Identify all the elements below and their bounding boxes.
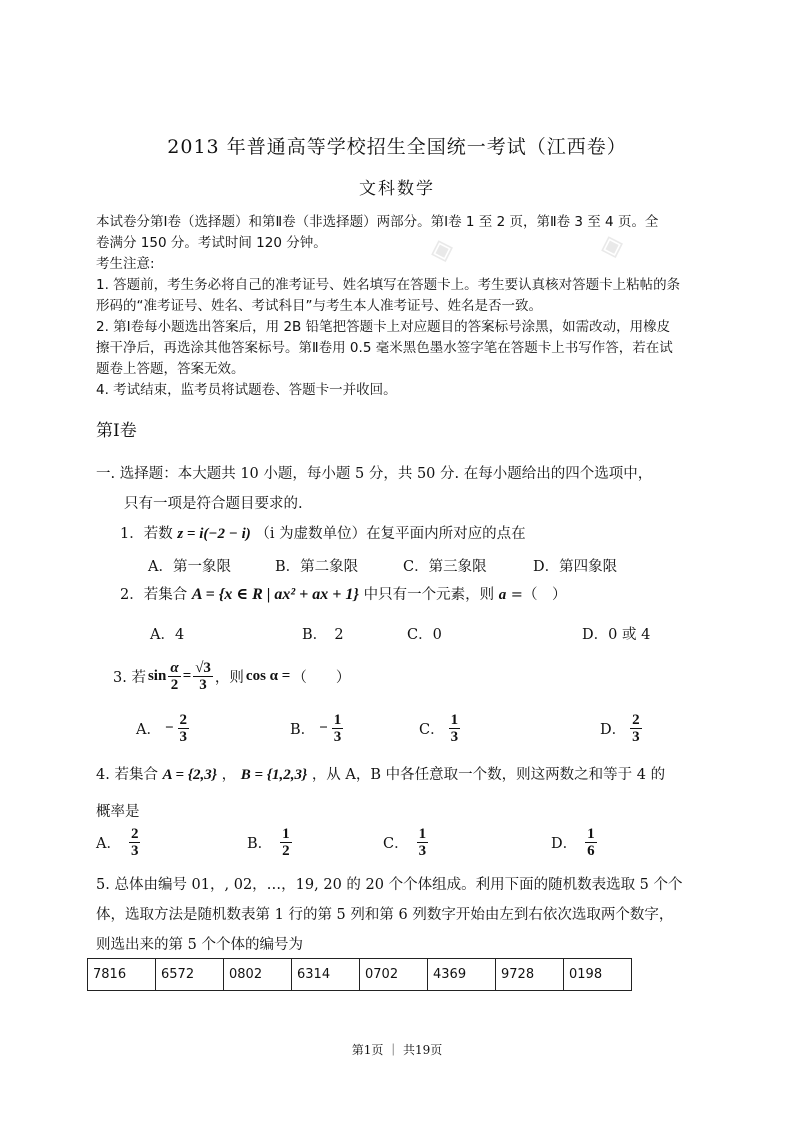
watermark: ◈: [595, 225, 628, 266]
q3-prefix: 3. 若: [113, 670, 146, 686]
q2-option-a: A．4: [150, 627, 185, 643]
q1-option-b: B．第二象限: [275, 559, 359, 575]
q4-suffix: ，从 A，B 中各任意取一个数，则这两数之和等于 4 的: [311, 767, 666, 783]
fraction-num: 1: [418, 826, 427, 842]
notice-item1-line2: 形码的“准考证号、姓名、考试科目”与考生本人准考证号、姓名是否一致。: [96, 298, 542, 314]
q2-tail: =（ ）: [510, 587, 567, 603]
question-3: [113, 660, 350, 693]
q3-option-label: D．: [600, 722, 627, 738]
table-cell: 0702: [360, 959, 428, 991]
table-cell: 9728: [496, 959, 564, 991]
q3-rhs-num: √3: [195, 660, 211, 676]
fraction-den: 2: [282, 843, 290, 859]
q4-option-label: C．: [383, 836, 409, 852]
q3-rhs-den: 3: [199, 677, 207, 693]
table-cell: 6572: [156, 959, 224, 991]
q5-line2: 体，选取方法是随机数表第 1 行的第 5 列和第 6 列数字开始由左到右依次选取两个数字，: [96, 907, 674, 923]
q4-line2: 概率是: [96, 804, 140, 820]
question-4: [96, 763, 665, 784]
notice-item4: 4. 考试结束，监考员将试题卷、答题卡一并收回。: [96, 382, 397, 398]
fraction-den: 3: [450, 729, 459, 745]
q2-variable: a: [498, 587, 507, 603]
q3-option-sign: −: [319, 720, 328, 736]
notice-intro-line1: 本试卷分第Ⅰ卷（选择题）和第Ⅱ卷（非选择题）两部分。第Ⅰ卷 1 至 2 页，第Ⅱ卷 3 至 4 页。全: [96, 214, 659, 230]
q2-expression: A = {x ∈ R | ax² + ax + 1}: [191, 586, 359, 603]
notice-item1-line1: 1. 答题前，考生务必将自己的准考证号、姓名填写在答题卡上。考生要认真核对答题卡上粘帖的条: [96, 277, 681, 293]
part1-line2: 只有一项是符合题目要求的.: [124, 496, 303, 512]
random-number-table: [87, 958, 632, 991]
q4-sep: ，: [221, 767, 237, 783]
q1-option-a: A．第一象限: [148, 559, 231, 575]
q4-option-fraction: [129, 826, 141, 859]
q3-option-label: B．: [290, 722, 316, 738]
q2-option-c: C．0: [407, 627, 442, 643]
q2-prefix: 2．若集合: [120, 587, 188, 603]
q3-option-label: A．: [136, 722, 161, 738]
q4-option-c: [383, 826, 428, 859]
table-row: [88, 959, 632, 991]
q1-option-c: C．第三象限: [403, 559, 487, 575]
q4-option-label: B．: [247, 836, 273, 852]
q4-option-fraction: [280, 826, 292, 859]
q4-option-fraction: [417, 826, 429, 859]
q3-option-d: [600, 712, 642, 745]
notice-heading: 考生注意:: [96, 256, 155, 272]
q5-line1: 5. 总体由编号 01，, 02，…，19, 20 的 20 个个体组成。利用下面的随机数表选取 5 个个: [96, 877, 683, 893]
table-cell: 0198: [564, 959, 632, 991]
table-cell: 7816: [88, 959, 156, 991]
fraction-num: 1: [333, 712, 342, 728]
q3-option-c: [419, 712, 460, 745]
q3-tail: （ ）: [292, 670, 351, 686]
q3-option-fraction: [178, 712, 190, 745]
q4-set-b: B = {1,2,3}: [240, 767, 308, 783]
q2-option-d: D．0 或 4: [582, 627, 651, 643]
q3-rhs-fraction: [193, 660, 213, 693]
table-cell: 4369: [428, 959, 496, 991]
q2-suffix: 中只有一个元素，则: [363, 587, 495, 603]
fraction-num: 2: [632, 712, 640, 728]
fraction-num: 1: [282, 826, 290, 842]
fraction-num: 1: [587, 826, 595, 842]
notice-item2-line3: 题卷上答题，答案无效。: [96, 361, 245, 377]
q4-option-label: A．: [96, 836, 121, 852]
q3-option-a: [136, 712, 189, 745]
fraction-den: 3: [130, 843, 139, 859]
fraction-den: 3: [632, 729, 640, 745]
q3-option-label: C．: [419, 722, 445, 738]
q1-prefix: 1．若数: [120, 526, 173, 542]
q3-mid: ，则: [214, 670, 244, 686]
question-2: [120, 583, 566, 604]
q4-option-d: [551, 826, 597, 859]
q4-option-a: [96, 826, 140, 859]
q1-suffix: （i 为虚数单位）在复平面内所对应的点在: [255, 526, 526, 542]
q3-option-sign: −: [164, 720, 174, 736]
fraction-num: 2: [130, 826, 139, 842]
q4-set-a: A = {2,3}: [162, 767, 217, 783]
q3-option-fraction: [449, 712, 461, 745]
q4-prefix: 4. 若集合: [96, 767, 158, 783]
question-1: [120, 522, 526, 543]
notice-item2-line1: 2. 第Ⅰ卷每小题选出答案后，用 2B 铅笔把答题卡上对应题目的答案标号涂黑，如需改动，用橡皮: [96, 319, 671, 335]
q3-option-fraction: [630, 712, 642, 745]
section-heading: 第Ⅰ卷: [96, 421, 137, 441]
notice-item2-line2: 擦干净后，再选涂其他答案标号。第Ⅱ卷用 0.5 毫米黑色墨水签字笔在答题卡上书写作答，若在试: [96, 340, 673, 356]
q3-alpha-den: 2: [170, 677, 179, 693]
q3-alpha-num: α: [170, 660, 179, 676]
q1-option-d: D．第四象限: [533, 559, 618, 575]
page-footer: 第1页 ｜ 共19页: [351, 1043, 443, 1057]
q3-sin-label: sin: [147, 668, 167, 684]
fraction-den: 6: [587, 843, 595, 859]
q3-equals: =: [182, 668, 192, 684]
fraction-num: 2: [179, 712, 188, 728]
q4-option-label: D．: [551, 836, 578, 852]
part1-line1: 一. 选择题：本大题共 10 小题，每小题 5 分，共 50 分. 在每小题给出的四个选项中，: [96, 466, 653, 482]
q4-option-b: [247, 826, 292, 859]
page-title: 2013 年普通高等学校招生全国统一考试（江西卷）: [167, 136, 627, 158]
table-cell: 6314: [292, 959, 360, 991]
notice-intro-line2: 卷满分 150 分。考试时间 120 分钟。: [96, 235, 327, 251]
table-cell: 0802: [224, 959, 292, 991]
fraction-num: 1: [450, 712, 459, 728]
watermark: ◈: [425, 229, 458, 270]
q2-option-b: B． 2: [302, 627, 344, 643]
q5-line3: 则选出来的第 5 个个体的编号为: [96, 937, 303, 953]
page-subtitle: 文科数学: [359, 179, 435, 199]
fraction-den: 3: [179, 729, 188, 745]
q3-alpha-fraction: [168, 660, 180, 693]
q3-option-fraction: [332, 712, 344, 745]
q3-cos-label: cos α =: [245, 668, 291, 684]
q4-option-fraction: [585, 826, 597, 859]
q1-expression: z = i(−2 − i): [177, 526, 251, 542]
fraction-den: 3: [418, 843, 427, 859]
q3-option-b: [290, 712, 343, 745]
fraction-den: 3: [333, 729, 342, 745]
